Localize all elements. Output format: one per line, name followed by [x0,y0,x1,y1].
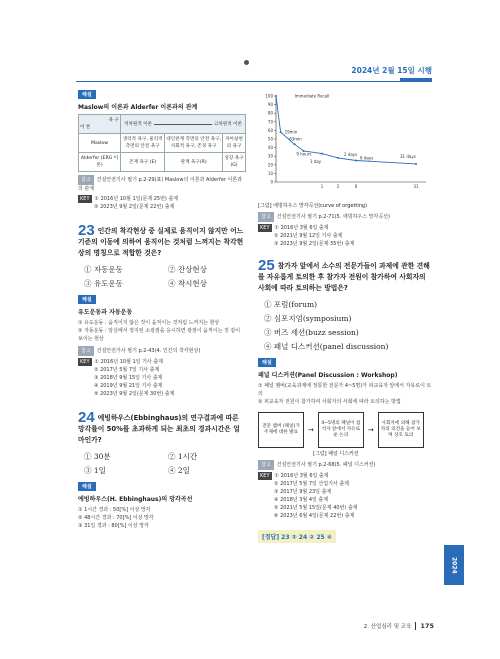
key-label: KEY [80,359,90,365]
corner-cell [79,115,121,134]
key-item: ② 2023년 9월 2일(문제 22번) 출제 [94,204,175,210]
explanation-label: 해설 [78,482,96,491]
choice-3[interactable]: ③ 버즈 세션(buzz session) [264,328,359,337]
corner-bottom: 이 론 [80,125,91,130]
explanation-label: 해설 [78,295,96,304]
arrow-right-icon: → [308,426,314,434]
curve-point [355,160,357,162]
question-number: 24 [78,409,95,426]
curve-point [293,143,295,145]
maslow-row-name: Maslow [79,134,121,153]
explanation-title: 패널 디스커션(Panel Discussion : Workshop) [258,372,398,379]
section-name: 2. 산업심리 및 교육 [363,624,412,630]
curve-point [415,163,417,165]
explanation-item: ③ 31일 경과 : 80[%] 이상 망각 [78,523,149,529]
x-tick-label: 2 [336,184,340,189]
footer-divider [415,622,416,630]
key-item: ② 2017년 5월 7일 산업기사 출제 [274,481,349,487]
curve-point [321,153,323,155]
theory-axis [122,121,244,128]
year-side-tab[interactable]: 2024 [444,545,464,585]
q25-ref: 참고 건설안전기사 필기 p.2-68(5. 패널 디스커션) [258,460,434,470]
maslow-cell-3: 자아실현의 욕구 [223,134,246,153]
key-item: ③ 2017년 9월 23일 출제 [274,489,332,495]
y-tick-label: 20 [267,162,273,168]
page-number: 175 [420,622,434,630]
forgetting-curve-svg [258,90,434,200]
alderfer-row-name: Alderfer (ERG 이론) [79,153,121,172]
y-tick-label: 40 [267,145,273,151]
question-text: 24 에빙하우스(Ebbinghaus)의 연구결과에 따른 망각률이 50%를 초과하게 되는 최초의 경과시간은 얼마인가? [78,409,240,444]
key-item: KEY ① 2016년 10월 1일(문제 25번) 출제 [80,196,179,202]
top-dot [244,60,249,65]
choices [264,299,434,352]
ref-label: 참고 [78,175,94,185]
ref-label: 참고 [258,460,274,470]
ref-label: 참고 [78,346,94,356]
y-tick-label: 100 [265,93,273,99]
chart-caption: [그림] 에빙하우스 망각곡선(curve of orgetting) [258,203,368,209]
left-column [78,90,246,530]
flow-caption: [그림] 패널 디스커션 [313,451,359,457]
choice-1[interactable]: ① 포럼(forum) [264,300,318,309]
curve-annotation: 31 days [400,153,416,159]
question-number: 23 [78,222,95,239]
question-24 [78,409,246,530]
explanation-item: ① 1시간 경과 : 50[%] 이상 망각 [78,507,151,513]
explanation-item: ② 자동운동 : 암실에서 정지된 소광점을 응시하면 광점이 움직이는 것 같이 보이는 현상 [78,328,241,342]
y-tick-label: 80 [267,110,273,116]
explanation-item: ② 피교육자 전원이 참가하여 사회자의 사회에 따라 토의하는 방법 [258,399,401,405]
choice-4[interactable]: ④ 착시현상 [168,279,207,288]
explanation-title: 유도운동과 자동운동 [78,309,133,316]
key-item: ② 2021년 9월 12일 기사 출제 [274,233,343,239]
key-label: KEY [260,473,270,479]
exam-date: 2024년 2월 15일 시행 [351,65,432,75]
curve-annotation: 6 days [360,155,374,161]
question-25 [258,257,434,543]
maslow-table [78,114,246,172]
alderfer-cell-1: 존재 욕구 (E) [121,153,165,172]
choices [84,451,246,476]
key-item: KEY ① 2016년 3월 6일 출제 [260,225,329,231]
curve-point [280,131,282,133]
choice-1[interactable]: ① 30분 [84,452,111,461]
curve-annotation: 1 day [310,159,322,165]
key-item: ④ 2019년 9월 21일 기사 출제 [94,383,163,389]
q23-keys [78,358,246,398]
question-number: 25 [258,257,275,274]
panel-flow [258,412,434,448]
question-23 [78,222,246,398]
y-tick-label: 70 [267,119,273,125]
curve-point [275,95,277,97]
maslow-cell-2: 대인관계 측면의 안전 욕구, 사회적 욕구, 존경 욕구 [165,134,223,153]
flow-step-2: 4~5명의 패널이 참석자 앞에서 자유로운 논의 [318,412,364,448]
key-item: KEY ① 2016년 3월 6일 출제 [260,473,329,479]
alderfer-cell-3: 성장 욕구(G) [223,153,246,172]
key-item: KEY ① 2016년 10월 1일 기사 출제 [80,359,164,365]
right-column [258,90,434,543]
maslow-label: 해설 [78,90,96,99]
y-tick-label: 30 [267,153,273,159]
key-item: ⑥ 2023년 6월 4일(문제 22번) 출제 [274,513,355,519]
x-tick-label: 6 [354,184,358,189]
y-tick-label: 60 [267,127,273,133]
y-tick-label: 0 [270,179,273,185]
q25-keys [258,472,434,520]
maslow-title: Maslow의 이론과 Alderfer 이론과의 관계 [78,104,198,111]
choice-1[interactable]: ① 자동운동 [84,265,123,274]
ref-label: 참고 [258,212,274,222]
choice-4[interactable]: ④ 2일 [168,466,190,475]
x-tick-label: 31 [413,184,419,189]
x-tick-label: 1 [320,184,324,189]
key-item: ④ 2018년 3월 4일 출제 [274,497,329,503]
key-item: ③ 2018년 9월 15일 기사 출제 [94,375,163,381]
curve-ref: 참고 건설안전기사 필기 p.2-71(5. 에빙하우스 망각곡선) [258,212,434,222]
axis-line [154,124,212,125]
footer [350,622,434,630]
choice-3[interactable]: ③ 유도운동 [84,279,123,288]
curve-annotation: 63min [289,136,302,142]
header-cell [121,115,246,134]
question-text: 25 참가자 앞에서 소수의 전문가들이 과제에 관한 견해를 자유롭게 토의한 후 참가자 전원이 참가하여 사회자의 사회에 따라 토의하는 방법은? [258,257,430,292]
flow-step-3: 사회자에 의해 참가자의 의견을 들어 보며 상호 토의 [378,412,424,448]
flow-step-1: 전문 멤버 (패널)가 주제에 대한 발표 [258,412,304,448]
key-label: KEY [80,196,90,202]
y-tick-label: 90 [267,102,273,108]
key-label: KEY [260,225,270,231]
low-theory: 저차원적 이론 [124,121,153,127]
choice-4[interactable]: ④ 패널 디스커션(panel discussion) [264,342,389,351]
explanation-item: ① 유도운동 : 움직이지 않은 것이 움직이는 것처럼 느껴지는 현상 [78,320,220,326]
arrow-right-icon: → [367,426,374,434]
answer-box: [정답] 23 ③ 24 ② 25 ④ [258,530,336,543]
curve-point [337,157,339,159]
choice-3[interactable]: ③ 1일 [84,466,106,475]
q23-ref: 참고 건설안전기사 필기 p.2-43(4. 인간의 착각현상) [78,346,246,356]
explanation-title: 에빙하우스(H. Ebbinghaus)의 망각곡선 [78,496,193,503]
y-tick-label: 10 [267,170,273,176]
forgetting-curve-chart [258,90,434,200]
maslow-ref [78,175,246,193]
explanation-label: 해설 [258,358,276,367]
curve-annotation: 2 days [344,152,358,158]
key-item: ⑤ 2021년 5월 15일(문제 40번) 출제 [274,505,358,511]
header-divider [76,81,432,82]
maslow-keys [78,195,246,211]
maslow-cell-1: 생리적 욕구, 물리적 측면의 안전 욕구 [121,134,165,153]
curve-annotation: Immediate Recall [294,93,330,99]
question-text: 23 인간의 착각현상 중 실제로 움직이지 않지만 어느 기준의 이동에 의하여 움직이는 것처럼 느껴지는 착각현상의 명칭으로 적합한 것은? [78,222,244,257]
ref-text: 건설안전기사 필기 p.2-29(표) Maslow의 이론과 Alderfer 이론과의 관계 [78,177,243,192]
choice-2[interactable]: ② 심포지엄(symposium) [264,314,352,323]
corner-top: 욕 구 [108,118,119,123]
choice-2[interactable]: ② 잔상현상 [168,265,207,274]
explanation-item: ① 패널 멤버(교육과제에 정통한 전문가 4~5명)가 피교육자 앞에서 자유로이 토의 [258,383,432,397]
high-theory: 고차원적 이론 [213,121,242,127]
alderfer-cell-2: 관계 욕구(R) [165,153,223,172]
choices [84,264,246,289]
curve-annotation: 9 hours [296,151,312,157]
curve-keys [258,224,434,248]
header [300,64,432,76]
y-tick-label: 50 [267,136,273,142]
explanation-item: ② 48시간 경과 : 70[%] 이상 망각 [78,515,154,521]
key-item: ③ 2023년 9월 2일(문제 35번) 출제 [274,241,355,247]
key-item: ⑤ 2023년 9월 2일(문제 30번) 출제 [94,391,175,397]
curve-annotation: 19min [284,129,298,135]
choice-2[interactable]: ② 1시간 [168,452,198,461]
key-item: ② 2017년 5월 7일 기사 출제 [94,367,160,373]
